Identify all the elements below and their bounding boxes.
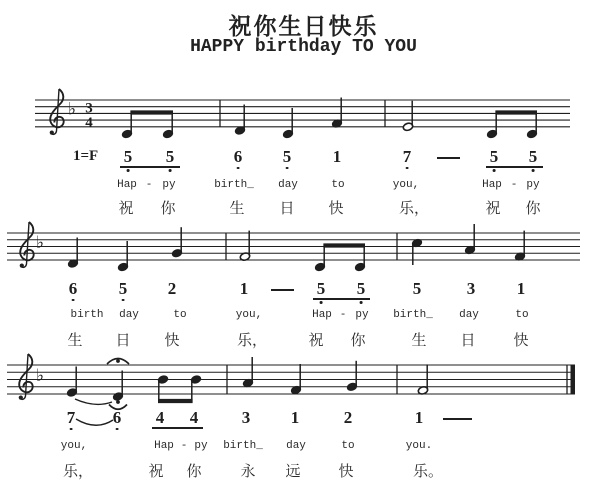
lyric-zh-char: 祝 [148,464,164,480]
eighth-note-underline [120,166,180,168]
jianpu-number: 5 [356,279,366,298]
lyric-en-syllable: you. [405,440,433,452]
jianpu-number: 5 [528,147,538,166]
lyric-en-syllable: birth_ [214,179,254,191]
lyric-zh-char: 生 [411,333,427,349]
lyric-en-syllable: - [510,179,518,191]
lyric-zh-char: 乐。 [412,464,444,480]
eighth-note-underline [313,298,370,300]
lyric-zh-char: 快 [338,464,354,480]
jianpu-number: 3 [241,408,251,427]
lyric-en-syllable: you, [392,179,420,191]
lyric-en-syllable: Hap [117,179,137,191]
duration-dash [443,418,472,420]
lyric-zh-char: 快 [513,333,529,349]
lyric-en-syllable: py [162,179,176,191]
octave-dot [406,167,409,170]
lyric-zh-char: 日 [115,333,131,349]
lyric-en-syllable: py [526,179,540,191]
lyric-en-syllable: day [459,309,479,321]
octave-dot [532,169,535,172]
jianpu-number: 6 [68,279,78,298]
lyric-en-syllable: py [355,309,369,321]
eighth-note-underline [486,166,543,168]
jianpu-number: 1 [516,279,526,298]
lyric-en-syllable: you, [60,440,88,452]
final-barline [571,365,576,394]
lyric-zh-char: 生 [229,201,245,217]
lyric-en-syllable: day [286,440,306,452]
jianpu-number: 4 [189,408,199,427]
lyric-zh-char: 生 [67,333,83,349]
time-signature-numerator: 3 [85,100,93,117]
page-subtitle: HAPPY birthday TO YOU [190,37,417,57]
lyric-zh-char: 日 [460,333,476,349]
lyric-zh-char: 快 [328,201,344,217]
fermata-icon [116,359,120,363]
octave-dot [116,428,119,431]
lyric-zh-char: 你 [186,464,202,480]
jianpu-number: 1 [332,147,342,166]
flat-sign: ♭ [35,232,45,253]
lyric-en-syllable: to [515,309,529,321]
jianpu-number: 2 [167,279,177,298]
jianpu-number: 5 [123,147,133,166]
treble-clef-icon [19,396,23,400]
lyric-zh-char: 你 [350,333,366,349]
jianpu-number: 6 [233,147,243,166]
jianpu-number: 6 [112,408,122,427]
jianpu-number: 5 [489,147,499,166]
octave-dot [70,428,73,431]
staff-system [7,222,580,272]
lyric-en-syllable: birth_ [393,309,433,321]
treble-clef-icon [50,131,54,135]
octave-dot [169,169,172,172]
lyric-en-syllable: - [339,309,347,321]
jianpu-number: 5 [316,279,326,298]
lyric-en-syllable: you, [235,309,263,321]
lyric-en-syllable: birth [70,309,104,321]
lyric-en-syllable: to [341,440,355,452]
lyric-en-syllable: birth_ [223,440,263,452]
lyric-en-syllable: to [331,179,345,191]
octave-dot [493,169,496,172]
octave-dot [72,299,75,302]
octave-dot [237,167,240,170]
lyric-en-syllable: - [145,179,153,191]
lyric-en-syllable: py [194,440,208,452]
octave-dot [122,299,125,302]
lyric-zh-char: 永 [240,464,256,480]
lyric-en-syllable: day [278,179,298,191]
duration-dash [271,289,294,291]
key-signature-label: 1=F [73,148,99,164]
lyric-zh-char: 祝 [308,333,324,349]
slur [75,399,112,404]
lyric-en-syllable: - [180,440,188,452]
lyric-zh-char: 日 [279,201,295,217]
slur [76,419,113,425]
flat-sign: ♭ [67,99,77,120]
treble-clef-icon [20,264,24,268]
flat-sign: ♭ [35,365,45,386]
lyric-zh-char: 祝 [118,201,134,217]
jianpu-number: 3 [466,279,476,298]
octave-dot [286,167,289,170]
time-signature-denominator: 4 [85,114,93,131]
duration-dash [437,157,460,159]
inverted-fermata-icon [116,400,120,404]
lyric-zh-char: 你 [525,201,541,217]
octave-dot [127,169,130,172]
jianpu-number: 2 [343,408,353,427]
page-title: 祝你生日快乐 [228,14,379,39]
octave-dot [360,301,363,304]
eighth-note-underline [152,427,203,429]
lyric-en-syllable: Hap [312,309,332,321]
lyric-zh-char: 你 [160,201,176,217]
jianpu-number: 5 [412,279,422,298]
lyric-zh-char: 祝 [485,201,501,217]
lyric-zh-char: 远 [285,464,301,480]
lyric-zh-char: 乐， [398,201,430,217]
octave-dot [320,301,323,304]
jianpu-number: 1 [290,408,300,427]
jianpu-number: 4 [155,408,165,427]
staff-system [35,89,570,139]
lyric-zh-char: 快 [164,333,180,349]
lyric-zh-char: 乐， [62,464,94,480]
lyric-en-syllable: Hap [154,440,174,452]
lyric-en-syllable: to [173,309,187,321]
jianpu-number: 5 [282,147,292,166]
lyric-zh-char: 乐， [236,333,268,349]
lyric-en-syllable: Hap [482,179,502,191]
jianpu-number: 7 [402,147,412,166]
lyric-en-syllable: day [119,309,139,321]
jianpu-number: 7 [66,408,76,427]
jianpu-number: 1 [414,408,424,427]
jianpu-number: 5 [118,279,128,298]
jianpu-number: 5 [165,147,175,166]
jianpu-number: 1 [239,279,249,298]
